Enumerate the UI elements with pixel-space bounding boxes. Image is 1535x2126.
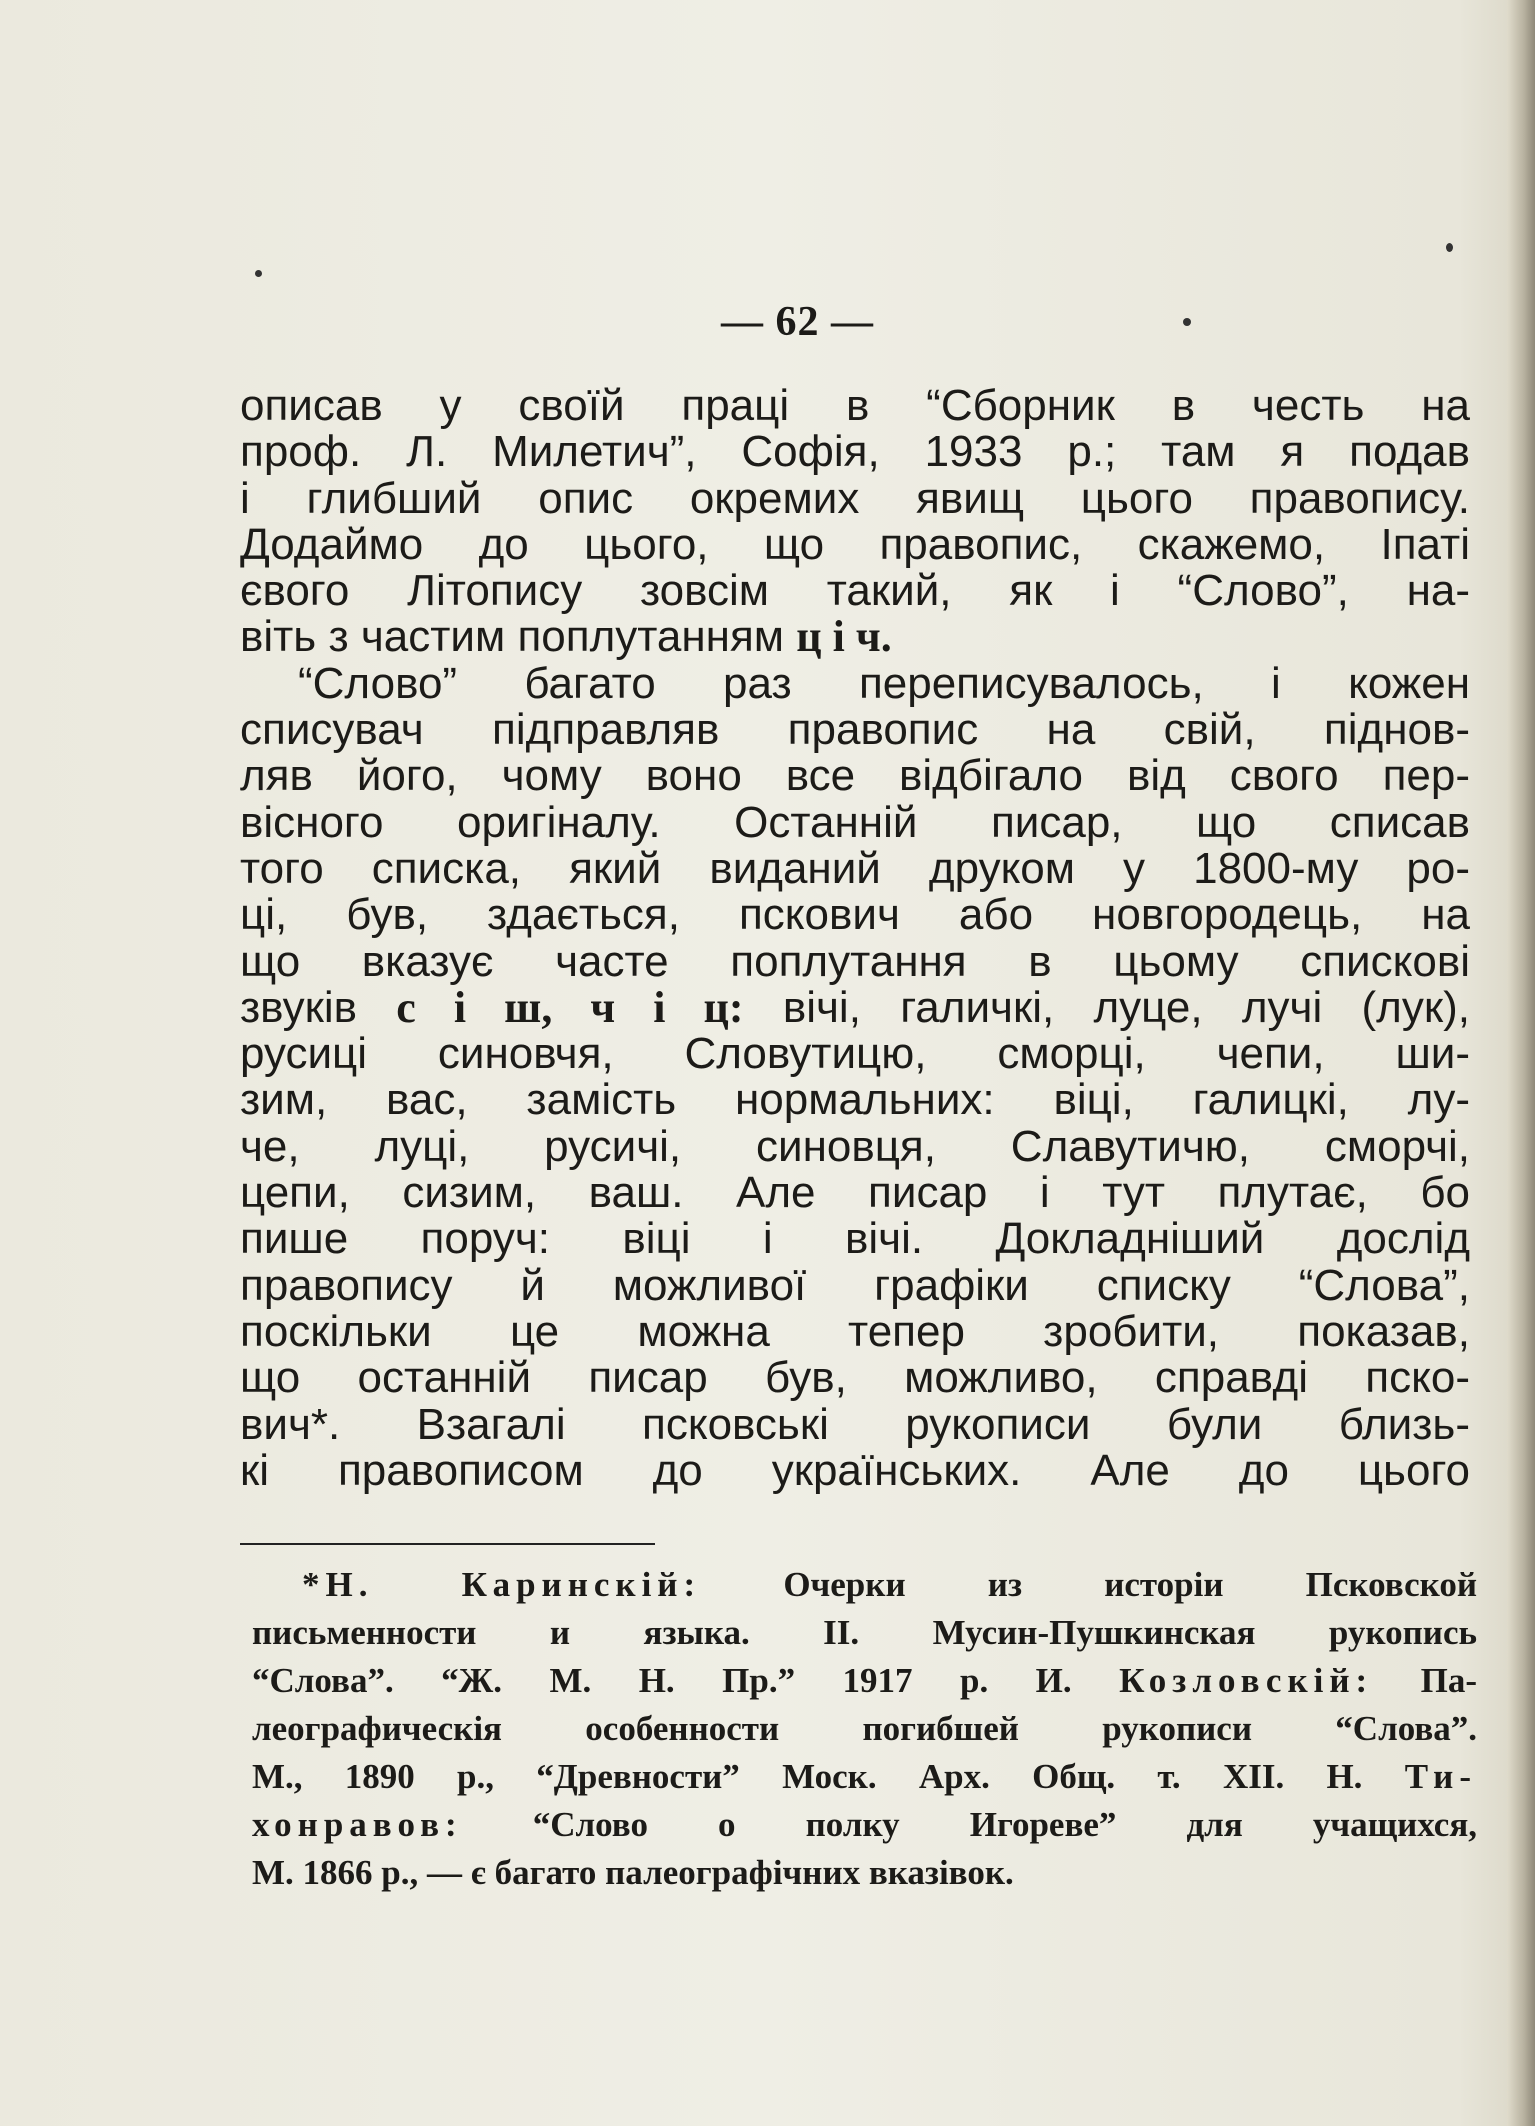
footnote-author: Ти- [1404, 1757, 1477, 1796]
text-line: правопису й можливої графіки списку “Слова”, [240, 1262, 1470, 1309]
footnote-line [252, 1657, 1477, 1705]
text-fragment: “Слова”. “Ж. М. Н. Пр.” 1917 р. И. [252, 1661, 1072, 1700]
text-fragment: звуків [240, 984, 357, 1032]
text-fragment: віть з частим поплутанням [240, 614, 785, 661]
ink-speck [1446, 243, 1453, 252]
text-line: що вказує часте поплутання в цьому спискові [240, 938, 1470, 985]
footnote-line: М. 1866 р., — є багато палеографічних вказівок. [252, 1853, 1014, 1892]
footnote-author: хонравов: [252, 1805, 463, 1844]
text-line: пише поруч: віці і вічі. Докладніший дослід [240, 1216, 1470, 1263]
text-line: ці, був, здається, пскович або новгородець, на [240, 892, 1470, 939]
bold-letters: ц і ч. [796, 614, 892, 661]
text-line: євого Літопису зовсім такий, як і “Слово”, на- [240, 568, 1470, 615]
ink-speck [255, 270, 262, 277]
footnote-author: Козловскій: [1119, 1661, 1374, 1700]
text-line: зим, вас, замість нормальних: віці, галицкі, лу- [240, 1077, 1470, 1124]
text-line: ляв його, чому воно все відбігало від свого пер- [240, 753, 1470, 800]
text-line: че, луці, русичі, синовця, Славутичю, сморчі, [240, 1123, 1470, 1171]
text-line: вич*. Взагалі псковські рукописи були близь- [240, 1401, 1470, 1448]
text-fragment: Па- [1420, 1661, 1477, 1700]
footnote-line: письменности и языка. II. Мусин-Пушкинская рукопись [252, 1613, 1477, 1652]
text-fragment: “Слово о полку Игореве” для учащихся, [532, 1805, 1477, 1844]
text-line: вісного оригіналу. Останній писар, що списав [240, 799, 1470, 846]
text-line [240, 614, 1470, 660]
main-text [240, 383, 1470, 1494]
footnote [252, 1561, 1477, 1897]
text-line: описав у своїй праці в “Сборник в честь на [240, 383, 1470, 430]
page-number: — 62 — [721, 299, 874, 345]
footnote-line [252, 1561, 1477, 1609]
footnote-line [252, 1801, 1477, 1849]
text-fragment: М., 1890 р., “Древности” Моск. Арх. Общ. т. XII. Н. [252, 1757, 1363, 1796]
footnote-divider [240, 1543, 655, 1545]
paragraph-start: “Слово” багато раз переписувалось, і кожен [298, 660, 1470, 708]
text-fragment: вічі, галичкі, луце, лучі (лук), [782, 984, 1470, 1032]
text-line: поскільки це можна тепер зробити, показав, [240, 1308, 1470, 1356]
text-line: проф. Л. Милетич”, Софія, 1933 р.; там я подав [240, 429, 1470, 476]
text-line: русиці синовчя, Словутицю, сморці, чепи, ши- [240, 1031, 1470, 1078]
footnote-line [252, 1753, 1477, 1801]
text-fragment: Очерки из исторіи Псковской [783, 1565, 1477, 1604]
bold-letters: с і ш, ч і ц: [396, 984, 744, 1032]
text-line: що останній писар був, можливо, справді пско- [240, 1355, 1470, 1402]
text-line: цепи, сизим, ваш. Але писар і тут плутає, бо [240, 1170, 1470, 1217]
text-line: того списка, який виданий друком у 1800-му ро- [240, 845, 1470, 893]
footnote-line: леографическія особенности погибшей рукописи “Слова”. [252, 1709, 1477, 1748]
text-line: кі правописом до українських. Але до цього [240, 1447, 1470, 1495]
text-line [240, 985, 1470, 1031]
footnote-author: *Н. Каринскій: [302, 1565, 702, 1604]
text-line: списувач підправляв правопис на свій, піднов- [240, 707, 1470, 754]
text-line: і глибший опис окремих явищ цього правопису. [240, 475, 1470, 522]
text-line: Додаймо до цього, що правопис, скажемо, Іпаті [240, 521, 1470, 569]
